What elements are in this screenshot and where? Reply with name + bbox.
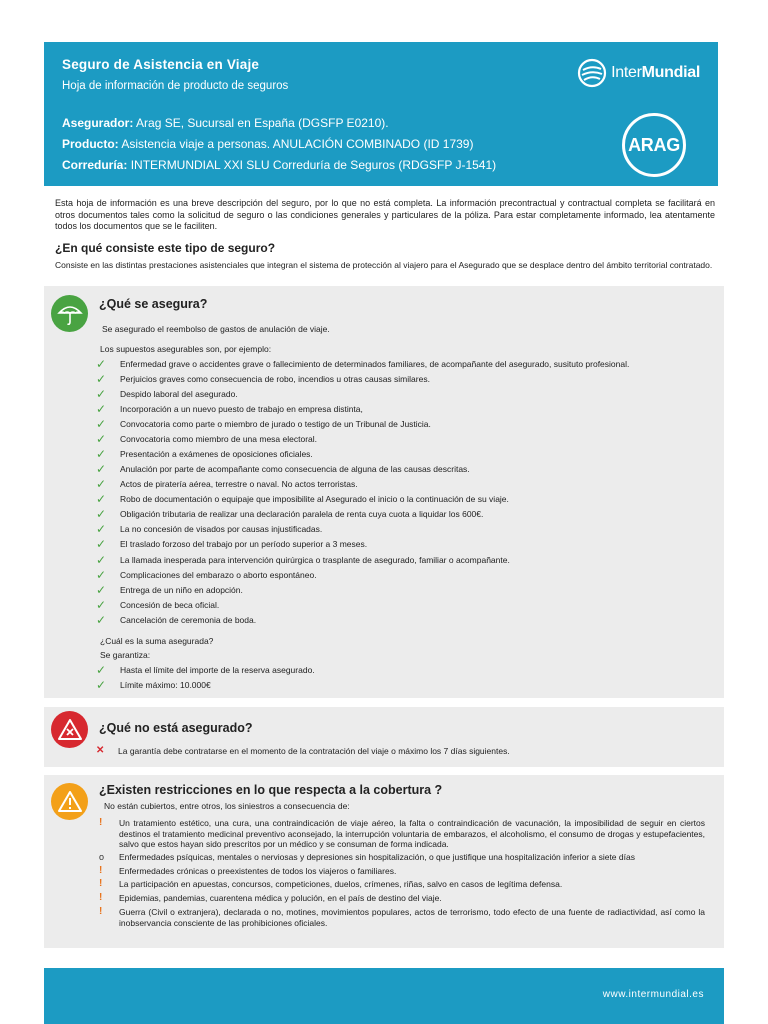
check-icon: ✓ xyxy=(96,598,107,612)
header-banner xyxy=(44,42,718,186)
umbrella-icon xyxy=(51,295,88,332)
covered-item: ✓ Enfermedad grave o accidentes grave o fallecimiento de determinados familiares, de acompañante del asegurado, susituto profesional. xyxy=(96,357,630,371)
covered-item: ✓ Perjuicios graves como consecuencia de robo, incendios u otras causas similares. xyxy=(96,372,430,386)
covered-item: ✓ Complicaciones del embarazo o aborto espontáneo. xyxy=(96,568,317,582)
exclamation-icon: ! xyxy=(99,892,103,903)
covered-item: ✓ Entrega de un niño en adopción. xyxy=(96,583,243,597)
cross-icon: ✕ xyxy=(96,745,105,756)
covered-item: ✓ La llamada inesperada para intervención quirúrgica o trasplante de asegurado, familiar o acompañante. xyxy=(96,553,510,567)
exclamation-icon: ! xyxy=(99,865,103,876)
covered-item: ✓ Concesión de beca oficial. xyxy=(96,598,220,612)
check-icon: ✓ xyxy=(96,387,107,401)
sum-item: ✓ Hasta el límite del importe de la reserva asegurado. xyxy=(96,663,315,677)
check-icon: ✓ xyxy=(96,553,107,567)
covered-item: ✓ Robo de documentación o equipaje que imposibilite al Asegurado el inicio o la continuación de su viaje. xyxy=(96,492,509,506)
restriction-item: o Enfermedades psíquicas, mentales o nerviosas y depresiones sin hospitalización, o que justifique una hospitalización inferior a siete días xyxy=(99,852,635,862)
exclamation-icon: ! xyxy=(99,906,103,917)
check-icon: ✓ xyxy=(96,537,107,551)
check-icon: ✓ xyxy=(96,492,107,506)
section-title-what-is: ¿En qué consiste este tipo de seguro? xyxy=(55,241,276,255)
restrictions-intro: No están cubiertos, entre otros, los siniestros a consecuencia de: xyxy=(104,801,350,811)
check-icon: ✓ xyxy=(96,678,107,692)
covered-item: ✓ Incorporación a un nuevo puesto de trabajo en empresa distinta, xyxy=(96,402,363,416)
covered-list-intro: Los supuestos asegurables son, por ejemplo: xyxy=(100,344,272,354)
restrictions-panel xyxy=(44,775,724,948)
footer-banner xyxy=(44,968,724,1024)
footer-website-link[interactable]: www.intermundial.es xyxy=(602,989,704,1000)
product-label: Producto: xyxy=(62,137,119,151)
exclamation-icon: ! xyxy=(99,817,103,828)
product-line xyxy=(62,137,473,151)
check-icon: ✓ xyxy=(96,447,107,461)
covered-item: ✓ El traslado forzoso del trabajo por un período superior a 3 meses. xyxy=(96,537,368,551)
check-icon: ✓ xyxy=(96,663,107,677)
intermundial-wordmark: InterMundial xyxy=(611,64,700,81)
restriction-item: ! Un tratamiento estético, una cura, una contraindicación de viaje aéreo, la falta o contraindicación de vacunación, la imposibilidad de seguir en ciertos destinos el tratamiento medicinal preventivo aconsejado, la interrupción voluntaria de embarazos, el alcoholismo, el consumo de drogas y estupefacientes, salvo que estos hayan sido prescritos por un médico y se consuman de forma indicada. xyxy=(99,817,705,849)
check-icon: ✓ xyxy=(96,613,107,627)
covered-item: ✓ Anulación por parte de acompañante como consecuencia de alguna de las causas descritas. xyxy=(96,462,470,476)
intermundial-logo xyxy=(577,58,700,88)
check-icon: ✓ xyxy=(96,462,107,476)
covered-item: ✓ La no concesión de visados por causas injustificadas. xyxy=(96,522,323,536)
broker-line xyxy=(62,158,496,172)
covered-item: ✓ Cancelación de ceremonia de boda. xyxy=(96,613,257,627)
insurer-value: Arag SE, Sucursal en España (DGSFP E0210). xyxy=(136,116,389,130)
document-subtitle: Hoja de información de producto de seguros xyxy=(62,80,289,92)
check-icon: ✓ xyxy=(96,477,107,491)
sum-item: ✓ Límite máximo: 10.000€ xyxy=(96,678,211,692)
product-value: Asistencia viaje a personas. ANULACIÓN COMBINADO (ID 1739) xyxy=(121,137,474,151)
check-icon: ✓ xyxy=(96,432,107,446)
arag-logo: ARAG xyxy=(622,113,686,177)
exclamation-triangle-icon xyxy=(51,783,88,820)
check-icon: ✓ xyxy=(96,357,107,371)
covered-item: ✓ Convocatoria como miembro de una mesa electoral. xyxy=(96,432,318,446)
covered-item: ✓ Convocatoria como parte o miembro de jurado o testigo de un Tribunal de Justicia. xyxy=(96,417,431,431)
not-covered-panel xyxy=(44,707,724,767)
covered-title: ¿Qué se asegura? xyxy=(99,297,208,311)
restrictions-title: ¿Existen restricciones en lo que respecta a la cobertura ? xyxy=(99,783,443,797)
covered-intro: Se asegurado el reembolso de gastos de anulación de viaje. xyxy=(102,324,330,334)
warning-triangle-x-icon xyxy=(51,711,88,748)
not-covered-title: ¿Qué no está asegurado? xyxy=(99,721,253,735)
restriction-item: ! Enfermedades crónicas o preexistentes de todos los viajeros o familiares. xyxy=(99,865,397,876)
covered-item: ✓ Actos de piratería aérea, terrestre o naval. No actos terroristas. xyxy=(96,477,358,491)
check-icon: ✓ xyxy=(96,417,107,431)
not-covered-item: ✕ La garantía debe contratarse en el momento de la contratación del viaje o máximo los 7 días siguientes. xyxy=(96,745,510,756)
broker-label: Correduría: xyxy=(62,158,128,172)
restriction-item: ! Epidemias, pandemias, cuarentena médica y polución, en el país de destino del viaje. xyxy=(99,892,442,903)
exclamation-icon: ! xyxy=(99,878,103,889)
sum-intro: Se garantiza: xyxy=(100,650,151,660)
restriction-item: ! Guerra (Civil o extranjera), declarada o no, motines, movimientos populares, actos de terrorismo, todo efecto de una fuente de radiactividad, así como la inobservancia consciente de las prohibiciones oficiales. xyxy=(99,906,705,928)
check-icon: ✓ xyxy=(96,568,107,582)
section-text-what-is: Consiste en las distintas prestaciones asistenciales que integran el sistema de protección al viajero para el Asegurado que se desplace dentro del ámbito territorial contratado. xyxy=(55,260,713,270)
check-icon: ✓ xyxy=(96,522,107,536)
globe-icon xyxy=(577,58,607,88)
check-icon: ✓ xyxy=(96,402,107,416)
covered-item: ✓ Obligación tributaria de realizar una declaración paralela de renta cuya cuota a liquidar los 600€. xyxy=(96,507,484,521)
covered-panel xyxy=(44,286,724,698)
broker-value: INTERMUNDIAL XXI SLU Correduría de Seguros (RDGSFP J-1541) xyxy=(130,158,497,172)
insurer-label: Asegurador: xyxy=(62,116,134,130)
check-icon: ✓ xyxy=(96,583,107,597)
covered-item: ✓ Despido laboral del asegurado. xyxy=(96,387,238,401)
check-icon: ✓ xyxy=(96,507,107,521)
restriction-item: ! La participación en apuestas, concursos, competiciones, duelos, crímenes, riñas, salvo en casos de legítima defensa. xyxy=(99,878,563,889)
covered-item: ✓ Presentación a exámenes de oposiciones oficiales. xyxy=(96,447,313,461)
sum-question: ¿Cuál es la suma asegurada? xyxy=(100,636,214,646)
check-icon: ✓ xyxy=(96,372,107,386)
intro-paragraph: Esta hoja de información es una breve descripción del seguro, por lo que no está completa. La información precontractual y contractual completa se facilitará en otros documentos tales como la solicitud de seguro o las condiciones generales y particulares de la póliza. Para estar completamente informado, lea atentamente todos los documentos que se le faciliten. xyxy=(55,198,715,231)
insurer-line xyxy=(62,116,389,130)
bullet-icon: o xyxy=(99,852,105,862)
document-title: Seguro de Asistencia en Viaje xyxy=(62,57,260,72)
